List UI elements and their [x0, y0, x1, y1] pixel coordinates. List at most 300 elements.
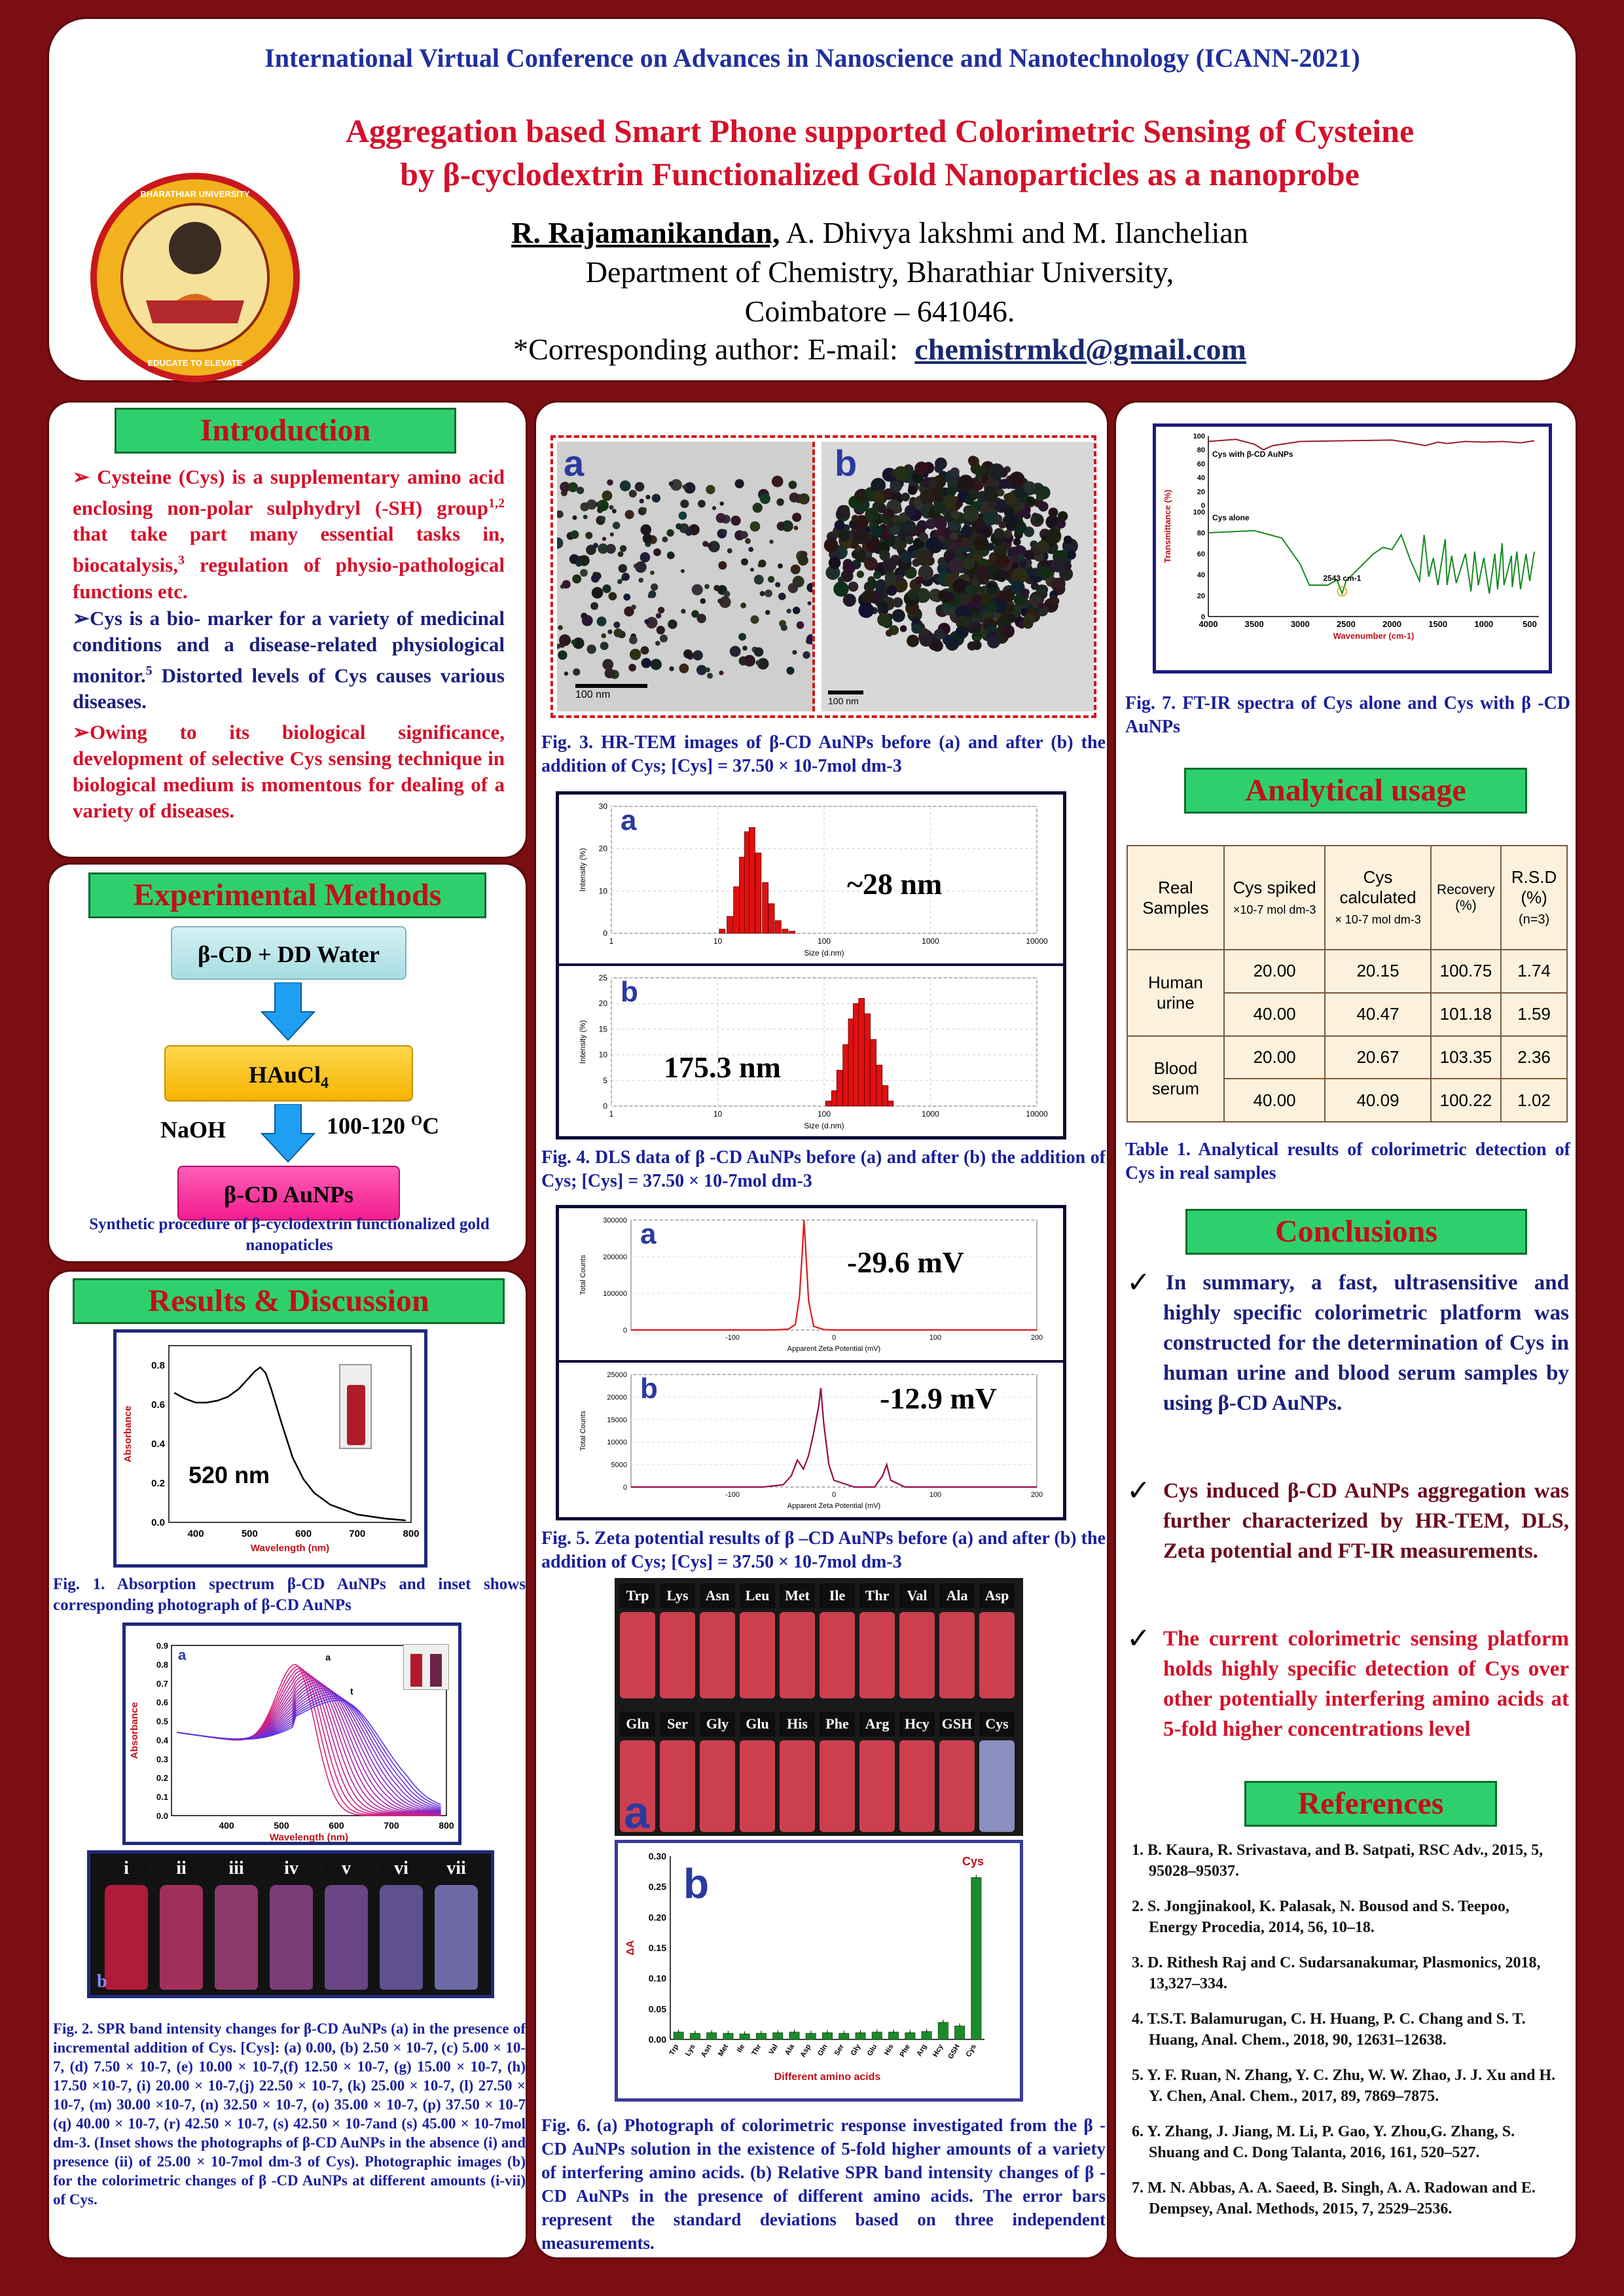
fig4b-chart — [559, 966, 1063, 1136]
fig6b-x-tick: Trp — [668, 2043, 681, 2057]
fig3a-nanoparticle — [619, 564, 627, 573]
reference-item: 6. Y. Zhang, J. Jiang, M. Li, P. Gao, Y. Zhou,G. Zhang, S. Shuang and C. Dong Talanta, 2016, 161, 520–527. — [1132, 2123, 1515, 2161]
check-icon: ✓ — [1127, 1475, 1151, 1507]
fig3a-nanoparticle — [786, 667, 794, 675]
fig4b-x-tick: 100 — [817, 1109, 831, 1119]
fig3b-nanoparticle — [994, 528, 1005, 539]
fig5b-zeta-label: -12.9 mV — [880, 1382, 997, 1415]
table-cell: 100.22 — [1431, 1079, 1502, 1122]
fig3b-nanoparticle — [861, 590, 874, 603]
fig3b-nanoparticle — [854, 529, 869, 545]
fig2a-spectrum-line — [177, 1680, 441, 1814]
fig3a-nanoparticle — [716, 513, 726, 523]
fig3b-nanoparticle — [905, 505, 916, 516]
fig4a-bar — [789, 931, 795, 933]
fig6b-x-tick: Ile — [735, 2043, 747, 2054]
table-cell: 103.35 — [1431, 1036, 1502, 1079]
fig3a-nanoparticle — [643, 507, 647, 511]
fig3b-nanoparticle — [868, 579, 878, 589]
fig7-y-tick-bottom: 100 — [1193, 509, 1205, 516]
fig4b-size-label: 175.3 nm — [664, 1050, 781, 1084]
fig3a-nanoparticle — [585, 532, 592, 539]
fig3b-nanoparticle — [981, 468, 987, 475]
fig6b-x-tick: Gln — [816, 2043, 829, 2058]
fig3b-nanoparticle — [922, 550, 933, 562]
fig3a-nanoparticle — [640, 499, 644, 503]
introduction-title: Introduction — [115, 408, 456, 454]
fig3a-nanoparticle — [707, 673, 713, 679]
fig4a-panel-label: a — [621, 804, 637, 836]
fig5a-y-label: Total Counts — [579, 1255, 587, 1295]
fig2b-vial — [435, 1885, 478, 1990]
fig4b-x-tick: 10000 — [1026, 1109, 1048, 1119]
fig3a-nanoparticle — [754, 575, 764, 584]
fig3a-nanoparticle — [760, 591, 765, 596]
email-label: *Corresponding author: E-mail: — [513, 332, 898, 366]
fig7-caption: Fig. 7. FT-IR spectra of Cys alone and Cys with β -CD AuNPs — [1125, 693, 1570, 737]
fig3a-nanoparticle — [669, 482, 674, 486]
fig3a-nanoparticle — [799, 493, 810, 505]
fig3a-nanoparticle — [680, 499, 689, 508]
fig3b-scalebar — [828, 691, 863, 694]
fig3a-nanoparticle — [681, 569, 685, 573]
th-cys-spiked: Cys spiked ×10-7 mol dm-3 — [1224, 846, 1326, 950]
naoh-label: NaOH — [160, 1117, 226, 1143]
fig3a-nanoparticle — [792, 650, 797, 655]
fig3a-label: a — [564, 442, 585, 484]
fig4b-y-tick: 5 — [603, 1075, 607, 1085]
fig3b-nanoparticle — [968, 456, 978, 465]
fig5a-x-tick: 0 — [831, 1334, 837, 1342]
fig3b-nanoparticle — [1056, 519, 1066, 528]
fig3a-nanoparticle — [778, 593, 785, 600]
analytical-usage-title: Analytical usage — [1184, 768, 1527, 814]
fig5b-x-label: Apparent Zeta Potential (mV) — [787, 1502, 881, 1510]
fig3a-nanoparticle — [789, 480, 797, 489]
fig3a-nanoparticle — [602, 537, 606, 541]
fig5a-y-tick: 100000 — [603, 1290, 627, 1298]
fig6b-y-tick: 0.25 — [648, 1881, 666, 1892]
university-logo — [87, 170, 303, 386]
fig3a-nanoparticle — [623, 594, 630, 601]
logo-motto: EDUCATE TO ELEVATE — [147, 358, 243, 368]
fig3a-nanoparticle — [651, 659, 662, 670]
fig3b-nanoparticle — [920, 634, 933, 647]
fig3b-nanoparticle — [908, 486, 917, 495]
fig3b-nanoparticle — [1001, 624, 1015, 638]
fig3a-nanoparticle — [602, 584, 611, 593]
fig2a-y-tick: 0.8 — [156, 1659, 168, 1670]
step-cd-aunps: β-CD AuNPs — [177, 1166, 400, 1221]
fig3a-nanoparticle — [583, 514, 588, 519]
analytical-results-table — [1127, 845, 1568, 1122]
fig3b-nanoparticle — [950, 532, 958, 541]
fig3b-nanoparticle — [920, 490, 935, 505]
sample-name-cell: Blood serum — [1127, 1036, 1224, 1122]
fig4a-x-tick: 10 — [713, 937, 723, 946]
fig3b-nanoparticle — [929, 539, 943, 553]
fig3a-nanoparticle — [740, 603, 746, 609]
fig3a-nanoparticle — [760, 493, 770, 504]
fig5b-x-tick: 100 — [929, 1491, 942, 1499]
fig3a-nanoparticle — [681, 609, 685, 613]
fig3a-nanoparticle — [765, 590, 772, 598]
fig3a-nanoparticle — [600, 642, 609, 651]
fig5b-panel-label: b — [640, 1372, 658, 1405]
fig3a-nanoparticle — [656, 613, 662, 619]
fig1-y-label: Absorbance — [122, 1405, 134, 1463]
fig7-series-label-bottom: Cys alone — [1212, 512, 1250, 522]
table-cell: 20.67 — [1325, 1036, 1430, 1079]
fig3b-nanoparticle — [965, 495, 974, 505]
fig3b-nanoparticle — [1004, 507, 1015, 518]
fig3b-nanoparticle — [890, 526, 900, 535]
fig6b-x-tick: Lys — [683, 2043, 697, 2058]
fig6b-chart — [618, 1843, 1020, 2098]
fig4b-bar — [837, 1070, 842, 1106]
fig4b-panel-label: b — [621, 976, 638, 1008]
fig7-x-tick: 4000 — [1199, 619, 1218, 629]
fig3a-nanoparticle — [776, 498, 784, 506]
fig6b-y-tick: 0.20 — [648, 1912, 666, 1923]
fig7-x-tick: 2500 — [1336, 619, 1356, 629]
fig3a-nanoparticle — [744, 655, 755, 667]
fig3a-nanoparticle — [789, 492, 799, 502]
fig3b-nanoparticle — [848, 581, 859, 592]
fig3a-nanoparticle — [676, 523, 682, 529]
fig4a-bar — [727, 916, 733, 933]
reference-item: 4. T.S.T. Balamurugan, C. H. Huang, P. C. Chang and S. T. Huang, Anal. Chem., 2018, 90, 12631–12638. — [1132, 2011, 1526, 2049]
fig5a-panel-label: a — [640, 1218, 657, 1250]
fig6b-bar — [872, 2032, 882, 2039]
fig1-axes-frame — [169, 1346, 411, 1522]
fig3-caption: Fig. 3. HR-TEM images of β-CD AuNPs before (a) and after (b) the addition of Cys; [Cys] = 37.50 × 10-7mol dm-3 — [541, 732, 1106, 776]
table-cell: 40.00 — [1224, 993, 1326, 1036]
fig3b-nanoparticle — [973, 553, 982, 562]
fig2a-y-tick: 0.1 — [156, 1792, 168, 1803]
fig6b-x-tick: GSH — [947, 2043, 962, 2061]
fig1-x-tick: 800 — [403, 1528, 420, 1539]
fig2b-vial-label: ii — [160, 1857, 203, 1880]
fig3b-nanoparticle — [1036, 584, 1047, 595]
fig1-caption: Fig. 1. Absorption spectrum β-CD AuNPs and inset shows corresponding photograph of β-CD AuNPs — [53, 1575, 526, 1614]
fig3b-nanoparticle — [1012, 516, 1019, 523]
fig6b-bar — [938, 2022, 948, 2039]
fig3a-nanoparticle — [786, 609, 791, 613]
fig6a-vial-label: Cys — [979, 1712, 1015, 1736]
fig5b-x-tick: 200 — [1030, 1491, 1043, 1499]
fig4b-y-tick: 10 — [598, 1050, 607, 1060]
fig3b-nanoparticle — [877, 601, 888, 611]
fig2a-inset-vials — [403, 1644, 449, 1690]
fig7-x-tick: 2000 — [1382, 619, 1402, 629]
fig7-x-label: Wavenumber (cm-1) — [1333, 631, 1415, 641]
fig6b-bar — [773, 2033, 783, 2039]
fig7-y-tick-top: 20 — [1197, 488, 1205, 496]
fig3a-nanoparticle — [607, 630, 612, 634]
fig6b-y-tick: 0.10 — [648, 1973, 666, 1984]
fig3a-nanoparticle — [591, 574, 600, 583]
fig3a-nanoparticle — [614, 628, 623, 637]
fig6a-vial-label: His — [780, 1712, 815, 1736]
fig3b-nanoparticle — [933, 501, 946, 513]
fig6a-vial-label: GSH — [939, 1712, 975, 1736]
fig2a-y-label: Absorbance — [129, 1702, 140, 1759]
reference-item: 3. D. Rithesh Raj and C. Sudarsanakumar, Plasmonics, 2018, 13,327–334. — [1132, 1954, 1541, 1992]
fig3a-nanoparticle — [600, 516, 605, 521]
fig3b-nanoparticle — [931, 640, 943, 652]
fig3b-nanoparticle — [1009, 557, 1017, 564]
fig3b-nanoparticle — [890, 480, 901, 492]
th-recovery: Recovery (%) — [1431, 846, 1502, 950]
fig3a-nanoparticle — [573, 668, 580, 675]
fig6a-vial — [939, 1740, 975, 1832]
fig3b-nanoparticle — [879, 550, 890, 560]
fig4b-bar — [825, 1101, 831, 1106]
fig3a-nanoparticle — [706, 668, 710, 672]
fig7-x-tick: 3500 — [1244, 619, 1264, 629]
fig3a-nanoparticle — [618, 551, 624, 557]
fig6a-vial-label: Leu — [740, 1583, 775, 1608]
fig2a-x-tick: 500 — [274, 1820, 289, 1831]
methods-caption: Synthetic procedure of β-cyclodextrin functionalized gold nanopaticles — [89, 1215, 490, 1254]
fig3a-nanoparticle — [631, 605, 636, 610]
fig2b-vial-label: iii — [215, 1857, 258, 1880]
fig1-y-tick: 0.4 — [151, 1439, 165, 1450]
fig1-x-label: Wavelength (nm) — [250, 1543, 330, 1554]
presenter-name: R. Rajamanikandan, — [511, 216, 780, 249]
fig6b-x-tick: Phe — [898, 2043, 912, 2058]
middle-panel — [534, 401, 1109, 2259]
fig6b-x-tick: Gly — [849, 2043, 863, 2057]
methods-panel — [47, 863, 528, 1263]
fig2a-spectrum-line — [177, 1696, 441, 1808]
fig6a-vial — [780, 1612, 815, 1698]
table-cell: 2.36 — [1501, 1036, 1567, 1079]
fig7-x-tick: 1500 — [1428, 619, 1448, 629]
fig3a-nanoparticle — [601, 634, 606, 639]
intro-paragraph-3: ➢Owing to its biological significance, development of selective Cys sensing technique in biological medium is momentous for dealing of a variety of diseases. — [73, 721, 505, 822]
fig6a-photo — [615, 1578, 1023, 1836]
fig6b-bar — [690, 2034, 700, 2039]
fig3b-nanoparticle — [1052, 597, 1060, 605]
fig6a-vial-label: Hcy — [899, 1712, 935, 1736]
fig6b-x-tick: Arg — [915, 2043, 929, 2058]
fig3a-nanoparticle — [582, 615, 593, 626]
fig3b-nanoparticle — [958, 475, 973, 490]
fig6a-vial-label: Ser — [660, 1712, 695, 1736]
fig6a-vial — [899, 1740, 935, 1832]
fig2a-y-tick: 0.9 — [156, 1641, 168, 1651]
fig3a-nanoparticle — [755, 660, 760, 665]
fig2a-spectrum-line — [177, 1695, 441, 1810]
fig6b-bar-chart — [615, 1840, 1023, 2102]
fig6b-x-tick: Ala — [784, 2043, 797, 2057]
fig1-y-tick: 0.8 — [151, 1360, 165, 1371]
fig2b-vial — [270, 1885, 313, 1990]
fig3a-particles — [557, 442, 815, 711]
email-link[interactable]: chemistrmkd@gmail.com — [914, 332, 1246, 366]
fig3a-nanoparticle — [712, 506, 716, 510]
fig6a-vial-label: Thr — [859, 1583, 895, 1608]
arrow-down-icon — [259, 1104, 317, 1163]
fig3b-nanoparticle — [1017, 554, 1024, 562]
fig6a-vial-label: Gln — [620, 1712, 655, 1736]
fig6b-y-tick: 0.05 — [648, 2003, 666, 2015]
fig3a-nanoparticle — [602, 490, 613, 501]
fig3a-nanoparticle — [793, 526, 798, 530]
fig3b-nanoparticle — [873, 571, 881, 579]
fig6a-vial-label: Met — [780, 1583, 815, 1608]
fig3a-nanoparticle — [620, 480, 631, 492]
fig3b-nanoparticle — [938, 590, 948, 600]
fig3a-nanoparticle — [720, 501, 724, 505]
fig3a-nanoparticle — [679, 511, 687, 520]
fig3b-nanoparticle — [1067, 550, 1076, 560]
fig3a-nanoparticle — [769, 539, 773, 543]
table-row — [1127, 1036, 1567, 1079]
fig7-ftir — [1153, 423, 1552, 673]
fig3a-nanoparticle — [635, 482, 645, 492]
fig3b-nanoparticle — [948, 558, 964, 574]
analytical-table — [1127, 845, 1568, 1122]
fig6b-y-tick: 0.00 — [648, 2034, 666, 2045]
fig7-y-label: Transmittance (%) — [1163, 490, 1172, 563]
fig3a-nanoparticle — [562, 580, 571, 588]
fig3a-nanoparticle — [696, 665, 707, 675]
fig6b-x-tick: Thr — [750, 2043, 763, 2057]
fig3b-nanoparticle — [1023, 619, 1034, 629]
th-cys-calculated: Cys calculated × 10-7 mol dm-3 — [1325, 846, 1430, 950]
fig3b-nanoparticle — [983, 529, 991, 537]
fig3a-scale-text: 100 nm — [575, 689, 611, 700]
fig1-absorption-spectrum — [113, 1329, 427, 1568]
fig4-caption: Fig. 4. DLS data of β -CD AuNPs before (a) and after (b) the addition of Cys; [Cys] = 37.50 × 10-7mol dm-3 — [541, 1147, 1106, 1191]
fig4a-bar — [768, 904, 774, 933]
fig3b-nanoparticle — [986, 586, 996, 596]
fig3b-nanoparticle — [1064, 535, 1072, 544]
fig5a-x-tick: 200 — [1030, 1334, 1043, 1342]
fig3a-nanoparticle — [564, 672, 568, 675]
conclusion-2: ✓ Cys induced β-CD AuNPs aggregation was further characterized by HR-TEM, DLS, Zeta potential and FT-IR measurements. — [1127, 1475, 1569, 1563]
fig3b-nanoparticle — [1038, 566, 1051, 579]
fig7-chart — [1156, 427, 1549, 670]
fig3b-nanoparticle — [829, 557, 841, 569]
fig6a-vial-label: Val — [899, 1583, 935, 1608]
fig5a-zeta-line — [631, 1220, 1037, 1330]
conclusions-title: Conclusions — [1185, 1209, 1527, 1255]
fig3a-nanoparticle — [658, 607, 664, 613]
fig6b-bar — [806, 2034, 816, 2039]
fig3a-nanoparticle — [750, 567, 754, 571]
fig3b-nanoparticle — [1020, 588, 1028, 596]
fig6a-vial — [700, 1612, 735, 1698]
fig3b-nanoparticle — [983, 512, 997, 526]
fig2a-spr-spectra — [122, 1623, 461, 1845]
fig3b-nanoparticle — [911, 624, 921, 634]
fig3b-nanoparticle — [852, 514, 859, 522]
fig4b-bar — [888, 1101, 893, 1106]
conclusion-3: ✓ The current colorimetric sensing platform holds highly specific detection of Cys over other potentially interfering amino acids at 5-fold higher concentrations level — [1127, 1623, 1569, 1741]
fig6b-x-tick: Asn — [699, 2043, 713, 2059]
table-cell: 40.00 — [1224, 1079, 1326, 1122]
fig3b-nanoparticle — [975, 565, 990, 580]
fig6b-bar — [822, 2033, 832, 2039]
fig2a-x-label: Wavelength (nm) — [269, 1832, 349, 1842]
fig3a-nanoparticle — [652, 493, 660, 502]
fig3b-nanoparticle — [857, 571, 864, 578]
fig6a-vial-label: Glu — [740, 1712, 775, 1736]
fig3b-nanoparticle — [1038, 602, 1045, 609]
fig4a-size-label: ~28 nm — [847, 867, 943, 901]
methods-title: Experimental Methods — [88, 872, 486, 918]
fig3a-nanoparticle — [791, 564, 801, 574]
fig3b-nanoparticle — [1024, 550, 1034, 560]
fig3b-nanoparticle — [842, 561, 856, 574]
fig2a-x-tick: 700 — [384, 1820, 399, 1831]
fig2a-spectrum-line — [177, 1666, 441, 1815]
fig3b-nanoparticle — [886, 585, 897, 596]
fig3b-nanoparticle — [989, 501, 997, 509]
fig3b-nanoparticle — [1000, 479, 1009, 489]
fig3b-nanoparticle — [884, 509, 895, 520]
fig3a-nanoparticle — [706, 485, 715, 494]
fig3a-nanoparticle — [731, 516, 740, 526]
fig3a-nanoparticle — [738, 633, 746, 641]
fig3a-nanoparticle — [740, 531, 748, 539]
fig4a-y-tick: 0 — [603, 929, 607, 938]
fig3a-nanoparticle — [597, 617, 607, 626]
step-cd-water: β-CD + DD Water — [171, 926, 406, 980]
fig3a-nanoparticle — [606, 544, 616, 554]
fig3a-nanoparticle — [592, 587, 604, 599]
fig3a-nanoparticle — [651, 583, 658, 590]
fig4a-x-label: Size (d.nm) — [804, 948, 844, 958]
fig2a-curve-a: a — [325, 1652, 331, 1663]
fig4b-x-label: Size (d.nm) — [804, 1121, 844, 1130]
fig6b-x-tick: Ser — [833, 2043, 846, 2057]
logo-name: BHARATHIAR UNIVERSITY — [140, 189, 250, 199]
fig2a-y-tick: 0.2 — [156, 1773, 168, 1784]
fig2a-spectrum-line — [177, 1700, 441, 1804]
fig3a-nanoparticle — [793, 607, 801, 615]
fig6b-x-tick: Val — [767, 2043, 780, 2056]
fig3b-nanoparticle — [892, 609, 905, 622]
fig6b-bar — [789, 2032, 799, 2039]
fig6a-vial — [979, 1740, 1015, 1832]
fig6a-vial — [899, 1612, 935, 1698]
table-caption: Table 1. Analytical results of colorimetric detection of Cys in real samples — [1125, 1139, 1570, 1183]
fig3a-nanoparticle — [759, 560, 767, 567]
fig3b-nanoparticle — [1026, 567, 1034, 575]
email-line — [180, 332, 1579, 367]
fig1-peak-label: 520 nm — [189, 1462, 270, 1488]
fig6a-vial — [660, 1612, 695, 1698]
table-cell: 20.00 — [1224, 1036, 1326, 1079]
fig7-y-tick-top: 100 — [1193, 433, 1205, 440]
fig1-x-tick: 500 — [241, 1528, 258, 1539]
check-icon: ✓ — [1127, 1623, 1151, 1655]
fig7-y-tick-top: 40 — [1197, 474, 1205, 482]
fig5b-y-tick: 25000 — [607, 1371, 627, 1379]
fig3a-nanoparticle — [754, 647, 763, 656]
fig1-chart — [117, 1333, 424, 1564]
references-list — [1132, 1840, 1561, 2234]
fig6a-vial-label: Asp — [979, 1583, 1015, 1608]
results-title: Results & Discussion — [73, 1278, 505, 1324]
fig3a-nanoparticle — [593, 543, 598, 548]
fig3a-nanoparticle — [640, 552, 651, 563]
